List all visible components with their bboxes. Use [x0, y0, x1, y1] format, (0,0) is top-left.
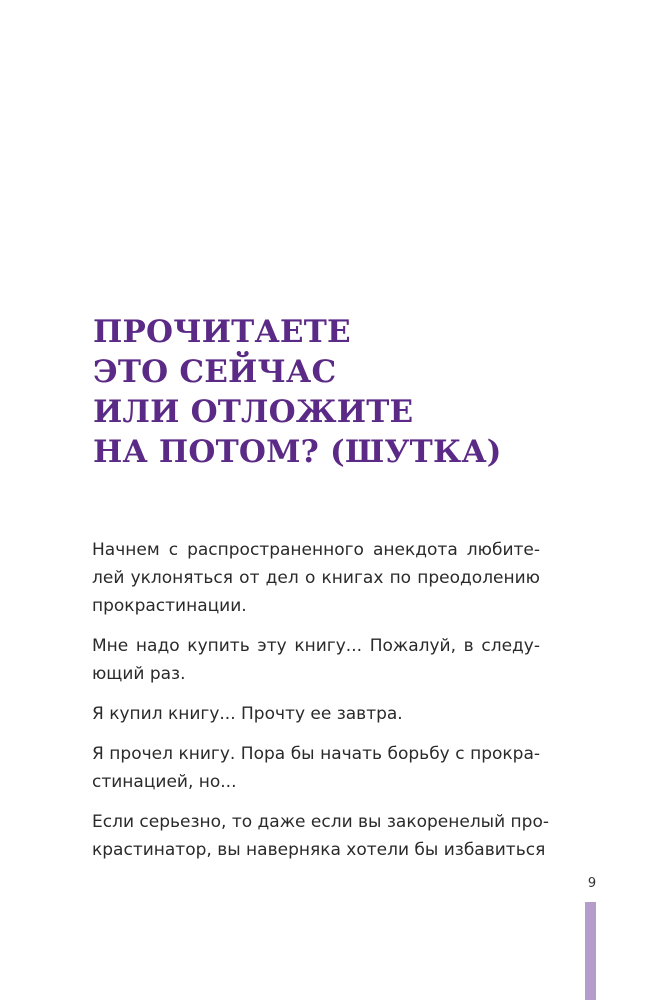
- text-line: Если серьезно, то даже если вы закоренелый про-: [92, 812, 549, 832]
- chapter-heading-line: ЭТО СЕЙЧАС: [93, 354, 337, 390]
- body-text: [92, 536, 549, 876]
- text-line: крастинатор, вы наверняка хотели бы избавиться: [92, 840, 546, 860]
- page-number: 9: [587, 876, 597, 891]
- chapter-heading-line: НА ПОТОМ? (ШУТКА): [93, 434, 502, 470]
- paragraph: [92, 536, 540, 620]
- chapter-heading-line: ИЛИ ОТЛОЖИТЕ: [93, 394, 414, 430]
- chapter-heading: [93, 312, 573, 472]
- paragraph: [92, 808, 549, 864]
- paragraph: [92, 632, 540, 688]
- text-line: ющий раз.: [92, 664, 186, 684]
- text-line: стинацией, но...: [92, 772, 237, 792]
- paragraph: [92, 740, 540, 796]
- text-line: Я купил книгу... Прочту ее завтра.: [92, 704, 403, 724]
- chapter-heading-line: ПРОЧИТАЕТЕ: [93, 314, 351, 350]
- text-line: Мне надо купить эту книгу... Пожалуй, в следу-: [92, 636, 540, 656]
- text-line: Начнем с распространенного анекдота любите-: [92, 540, 540, 560]
- text-line: прокрастинации.: [92, 596, 247, 616]
- text-line: Я прочел книгу. Пора бы начать борьбу с прокра-: [92, 744, 540, 764]
- paragraph: [92, 700, 540, 728]
- page-edge-tab: [585, 902, 596, 1000]
- text-line: лей уклоняться от дел о книгах по преодолению: [92, 568, 540, 588]
